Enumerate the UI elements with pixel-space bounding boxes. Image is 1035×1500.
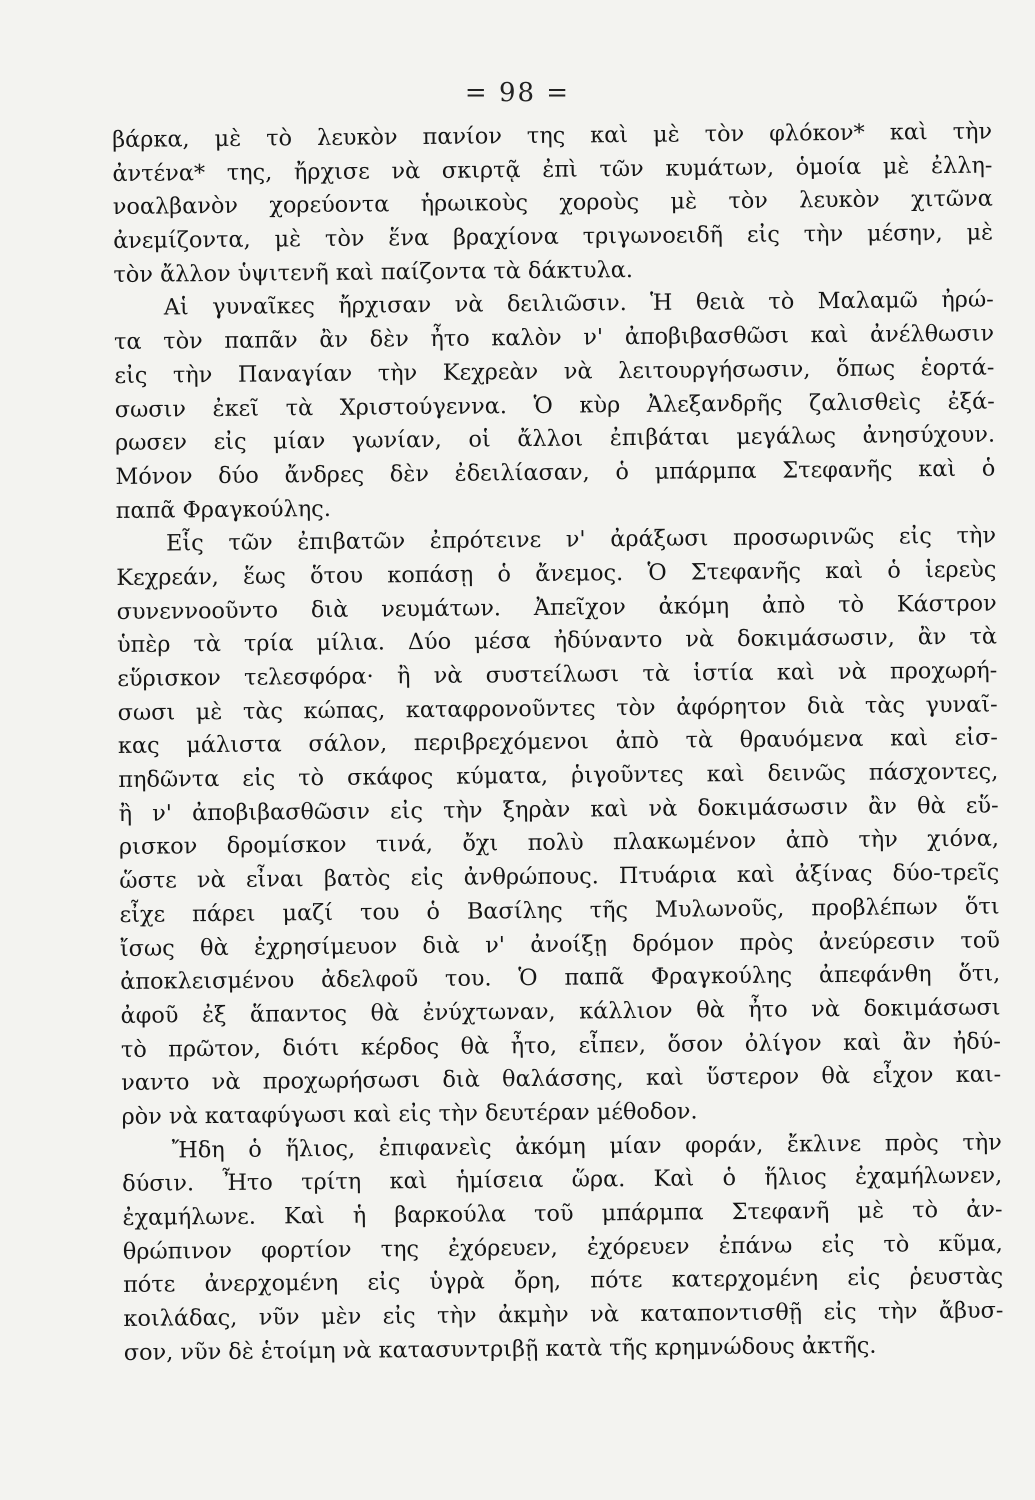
text-line: συνεννοοῦντο διὰ νευμάτων. Ἀπεῖχον ἀκόμη ἀπὸ τὸ Κάστρον [116,590,997,625]
text-line: Αἱ γυναῖκες ἤρχισαν νὰ δειλιῶσιν. Ἡ θειὰ τὸ Μαλαμῶ ἠρώ- [163,286,994,321]
text-line: παπᾶ Φραγκούλης. [115,495,331,524]
text-line: ἀποκλεισμένου ἀδελφοῦ του. Ὁ παπᾶ Φραγκούλης ἀπεφάνθη ὅτι, [120,960,1001,996]
text-line: σωσιν ἐκεῖ τὰ Χριστούγεννα. Ὁ κὺρ Ἀλεξανδρῆς ζαλισθεὶς ἐξά- [114,388,995,423]
text-line: εἶχε πάρει μαζί του ὁ Βασίλης τῆς Μυλωνοῦς, προβλέπων ὅτι [119,893,1000,928]
body-text [112,116,1004,1371]
text-line: εὕρισκον τελεσφόρα· ἢ νὰ συστείλωσι τὰ ἱστία καὶ νὰ προχωρή- [117,657,998,692]
text-line: κοιλάδας, νῦν μὲν εἰς τὴν ἀκμὴν νὰ καταποντισθῇ εἰς τὴν ἄβυσ- [123,1297,1004,1333]
text-line: σωσι μὲ τὰς κώπας, καταφρονοῦντες τὸν ἀφόρητον διὰ τὰς γυναῖ- [117,691,998,726]
text-line: βάρκα, μὲ τὸ λευκὸν πανίον της καὶ μὲ τὸν φλόκον* καὶ τὴν [112,118,993,153]
text-line: τα τὸν παπᾶν ἂν δὲν ἦτο καλὸν ν' ἀποβιβασθῶσι καὶ ἀνέλθωσιν [113,320,995,356]
text-line: ρὸν νὰ καταφύγωσι καὶ εἰς τὴν δευτέραν μέθοδον. [121,1098,698,1130]
text-line: σον, νῦν δὲ ἑτοίμη νὰ κατασυντριβῇ κατὰ τῆς κρημνώδους ἀκτῆς. [123,1332,877,1366]
text-line: Μόνον δύο ἄνδρες δὲν ἐδειλίασαν, ὁ μπάρμπα Στεφανῆς καὶ ὁ [115,455,996,490]
text-line: ὥστε νὰ εἶναι βατὸς εἰς ἀνθρώπους. Πτυάρια καὶ ἀξίνας δύο-τρεῖς [119,859,1000,895]
page-number-header: = 98 = [464,78,571,108]
text-line: ἐχαμήλωνε. Καὶ ἡ βαρκούλα τοῦ μπάρμπα Στεφανῆ μὲ τὸ ἀν- [122,1196,1003,1231]
text-line: θρώπινον φορτίον της ἐχόρευεν, ἐχόρευεν ἐπάνω εἰς τὸ κῦμα, [122,1230,1003,1265]
text-line: ὑπὲρ τὰ τρία μίλια. Δύο μέσα ἠδύναντο νὰ δοκιμάσωσιν, ἂν τὰ [116,623,998,659]
text-line: δύσιν. Ἦτο τρίτη καὶ ἡμίσεια ὥρα. Καὶ ὁ ἥλιος ἐχαμήλωνεν, [122,1162,1003,1198]
text-line: ἴσως θὰ ἐχρησίμευον διὰ ν' ἀνοίξῃ δρόμον πρὸς ἀνεύρεσιν τοῦ [119,927,1000,962]
text-line: τὸ πρῶτον, διότι κέρδος θὰ ἦτο, εἶπεν, ὅσον ὀλίγον καὶ ἂν ἠδύ- [120,1028,1001,1063]
text-line: ρισκον δρομίσκον τινά, ὄχι πολὺ πλακωμένον ἀπὸ τὴν χιόνα, [118,825,1000,861]
text-line: Ἤδη ὁ ἥλιος, ἐπιφανεὶς ἀκόμη μίαν φοράν, ἔκλινε πρὸς τὴν [171,1129,1002,1164]
text-line: τὸν ἄλλον ὑψιτενῆ καὶ παίζοντα τὰ δάκτυλα. [113,256,634,288]
text-line: κας μάλιστα σάλον, περιβρεχόμενοι ἀπὸ τὰ θραυόμενα καὶ εἰσ- [117,724,999,760]
text-line: ἀφοῦ ἐξ ἅπαντος θὰ ἐνύχτωναν, κάλλιον θὰ ἦτο νὰ δοκιμάσωσι [120,994,1001,1029]
text-line: ναντο νὰ προχωρήσωσι διὰ θαλάσσης, καὶ ὕστερον θὰ εἶχον και- [121,1061,1002,1097]
text-line: πότε ἀνερχομένη εἰς ὑγρὰ ὄρη, πότε κατερχομένη εἰς ῥευστὰς [123,1263,1004,1299]
text-line: ἢ ν' ἀποβιβασθῶσιν εἰς τὴν ξηρὰν καὶ νὰ δοκιμάσωσιν ἂν θὰ εὕ- [118,792,999,827]
text-line: Κεχρεάν, ἕως ὅτου κοπάσῃ ὁ ἄνεμος. Ὁ Στεφανῆς καὶ ὁ ἱερεὺς [116,556,997,591]
text-line: πηδῶντα εἰς τὸ σκάφος κύματα, ῥιγοῦντες καὶ δεινῶς πάσχοντες, [118,758,999,794]
text-line: ρωσεν εἰς μίαν γωνίαν, οἱ ἄλλοι ἐπιβάται μεγάλως ἀνησύχουν. [114,421,996,457]
text-line: εἰς τὴν Παναγίαν τὴν Κεχρεὰν νὰ λειτουργήσωσιν, ὅπως ἑορτά- [114,354,995,389]
text-line: ἀνεμίζοντα, μὲ τὸν ἕνα βραχίονα τριγωνοειδῆ εἰς τὴν μέσην, μὲ [112,219,994,255]
text-line: νοαλβανὸν χορεύοντα ἡρωικοὺς χοροὺς μὲ τὸν λευκὸν χιτῶνα [112,185,993,221]
text-line: ἀντένα* της, ἤρχισε νὰ σκιρτᾷ ἐπὶ τῶν κυμάτων, ὁμοία μὲ ἐλλη- [112,152,993,187]
text-line: Εἷς τῶν ἐπιβατῶν ἐπρότεινε ν' ἀράξωσι προσωρινῶς εἰς τὴν [165,522,997,557]
